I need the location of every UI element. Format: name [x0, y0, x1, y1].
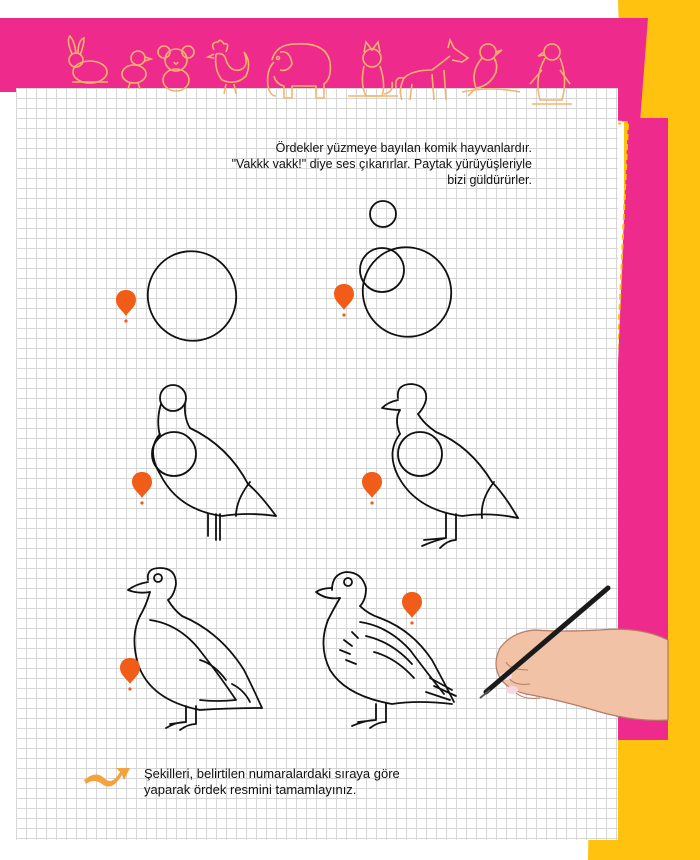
instruction-line-2: yaparak ördek resmini tamamlayınız. — [144, 782, 357, 797]
step-4-marker — [362, 472, 382, 505]
step-2-marker — [334, 284, 354, 317]
step-markers — [116, 284, 422, 691]
step-4-beak-and-feet — [382, 384, 518, 548]
step-2-oval-and-head — [347, 201, 467, 352]
step-3-body-tail-legs — [152, 385, 276, 540]
step-6-finished-duck — [316, 572, 456, 728]
step-1-oval — [132, 236, 252, 357]
instruction-text — [144, 766, 400, 798]
step-1-marker — [116, 290, 136, 323]
hand-with-pencil-icon — [480, 588, 668, 720]
step-3-marker — [132, 472, 152, 505]
step-5-marker — [120, 658, 140, 691]
intro-line-2: "Vakkk vakk!" diye ses çıkarırlar. Paytak yürüyüşleriyle — [231, 157, 532, 171]
intro-line-1: Ördekler yüzmeye bayılan komik hayvanlardır. — [275, 141, 532, 155]
instruction-line-1: Şekilleri, belirtilen numaralardaki sıraya göre — [144, 766, 400, 781]
step-6-marker — [402, 592, 422, 625]
step-5-eye-and-wing — [128, 568, 262, 730]
instruction-arrow-icon — [84, 768, 130, 787]
intro-line-3: bizi güldürürler. — [447, 173, 532, 187]
